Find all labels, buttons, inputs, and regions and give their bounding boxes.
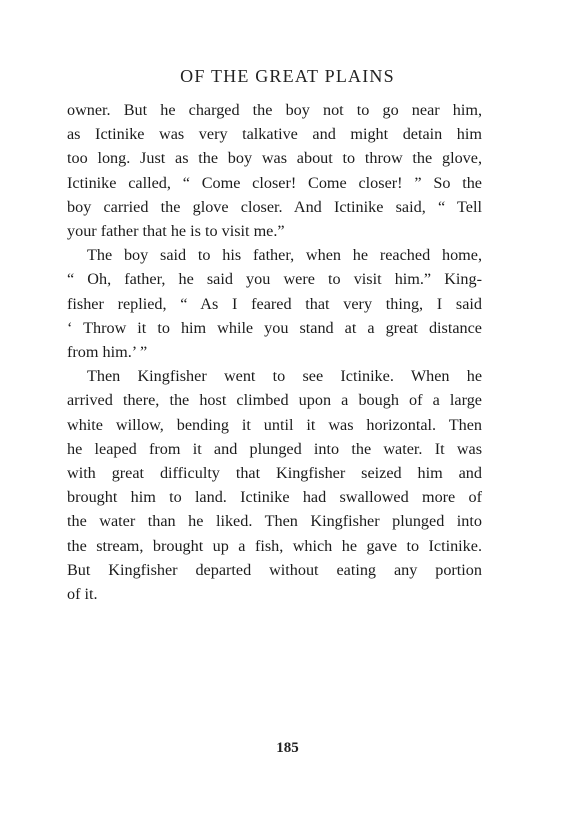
text-line: as Ictinike was very talkative and might detain him xyxy=(67,125,482,144)
text-line: But Kingfisher departed without eating any portion xyxy=(67,560,482,579)
text-line: Ictinike called, “ Come closer! Come closer! ” So the xyxy=(67,173,482,192)
text-line: fisher replied, “ As I feared that very thing, I said xyxy=(67,294,482,313)
text-line: your father that he is to visit me.” xyxy=(67,222,285,241)
text-line: too long. Just as the boy was about to throw the glove, xyxy=(67,149,482,168)
text-line: ‘ Throw it to him while you stand at a great distance xyxy=(67,318,482,337)
text-line: owner. But he charged the boy not to go near him, xyxy=(67,101,482,119)
text-line: with great difficulty that Kingfisher seized him and xyxy=(67,464,482,483)
text-line: white willow, bending it until it was horizontal. Then xyxy=(67,415,482,434)
text-line: from him.’ ” xyxy=(67,343,148,362)
text-line: the water than he liked. Then Kingfisher plunged into xyxy=(67,512,482,531)
text-line: Then Kingfisher went to see Ictinike. When he xyxy=(87,367,482,386)
text-line: The boy said to his father, when he reached home, xyxy=(87,246,482,265)
text-line: of it. xyxy=(67,585,98,604)
text-line: boy carried the glove closer. And Ictinike said, “ Tell xyxy=(67,197,482,216)
text-line: brought him to land. Ictinike had swallowed more of xyxy=(67,488,482,507)
text-line: the stream, brought up a fish, which he gave to Ictinike. xyxy=(67,536,482,555)
paragraph-3 xyxy=(67,364,482,606)
text-line: arrived there, the host climbed upon a bough of a large xyxy=(67,391,482,410)
paragraph-1 xyxy=(67,98,482,243)
running-head: OF THE GREAT PLAINS xyxy=(180,66,395,86)
page-number: 185 xyxy=(276,740,299,756)
text-line: “ Oh, father, he said you were to visit him.” King- xyxy=(67,270,482,289)
body-text xyxy=(67,98,482,606)
paragraph-2 xyxy=(67,243,482,364)
text-line: he leaped from it and plunged into the water. It was xyxy=(67,439,482,458)
